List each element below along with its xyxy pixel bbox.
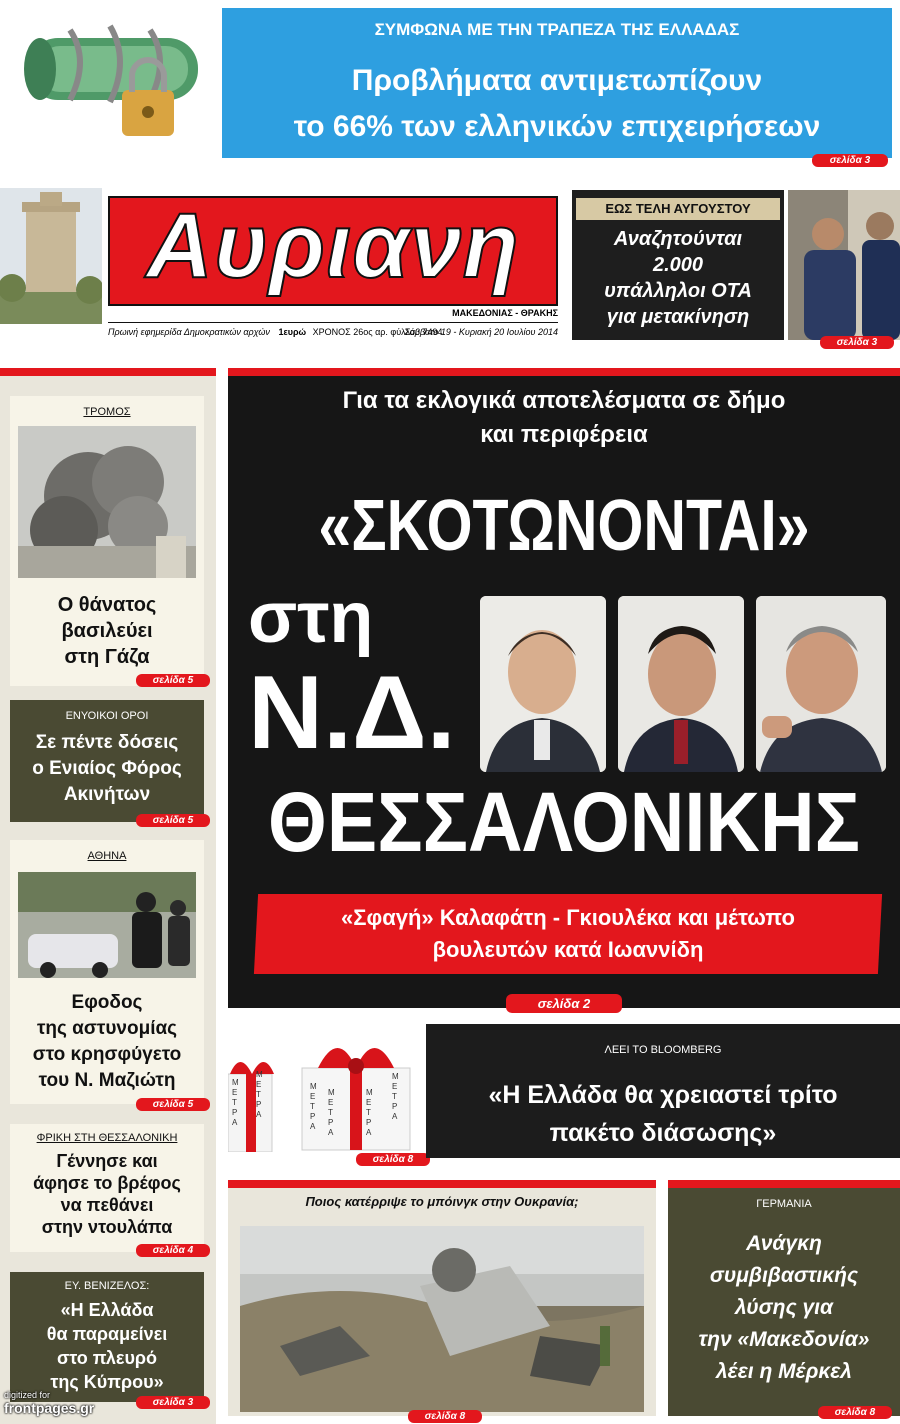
sidebar-kicker: ΕΝΥΟΙΚΟΙ ΟΡΟΙ [65, 710, 149, 722]
gift-page-badge[interactable]: σελίδα 8 [356, 1153, 430, 1166]
top-right-line4: για μετακίνηση [606, 306, 750, 328]
germany-headline: Ανάγκη συμβιβαστικής λύσης για την «Μακεδονία» λέει η Μέρκελ [698, 1232, 870, 1383]
germany-page-badge[interactable]: σελίδα 8 [818, 1406, 892, 1419]
watermark-line1: digitized for [4, 1390, 51, 1400]
sidebar-item-venizelos[interactable] [10, 1272, 204, 1402]
banner-kicker: ΣΥΜΦΩΝΑ ΜΕ ΤΗΝ ΤΡΑΠΕΖΑ ΤΗΣ ΕΛΛΑΔΑΣ [374, 20, 740, 39]
gift-label: ΜΕΤΡΑ [256, 1070, 263, 1119]
sidebar-kicker: ΤΡΟΜΟΣ [83, 406, 131, 418]
germany-story[interactable] [668, 1180, 900, 1416]
sidebar-headline: Εφοδος της αστυνομίας στο κρησφύγετο του Ν. Μαζιώτη [32, 992, 182, 1091]
gift-label: ΜΕΤΡΑ [366, 1088, 373, 1137]
gift-label: ΜΕΤΡΑ [232, 1078, 239, 1127]
top-right-line3: υπάλληλοι ΟΤΑ [604, 280, 752, 302]
bloomberg-story[interactable] [426, 1024, 900, 1158]
sidebar-page-badge[interactable]: σελίδα 3 [136, 1396, 210, 1409]
main-subhead-line2: και περιφέρεια [480, 421, 648, 448]
ukraine-caption: Ποιος κατέρριψε το μπόινγκ στην Ουκρανία; [305, 1194, 579, 1209]
top-right-kicker: ΕΩΣ ΤΕΛΗ ΑΥΓΟΥΣΤΟΥ [576, 198, 780, 220]
gift-label: ΜΕΤΡΑ [392, 1072, 399, 1121]
sidebar-item-police-raid[interactable] [10, 840, 204, 1104]
sidebar-kicker: ΦΡΙΚΗ ΣΤΗ ΘΕΣΣΑΛΟΝΙΚΗ [36, 1132, 178, 1144]
masthead [0, 188, 565, 342]
logo-text: Αυριανη [146, 195, 520, 297]
banner-headline-line2: το 66% των ελληνικών επιχειρήσεων [293, 110, 821, 143]
sidebar-headline: Σε πέντε δόσεις ο Ενιαίος Φόρος Ακινήτων [32, 732, 182, 805]
gaza-smoke-photo [18, 426, 196, 578]
main-headline-2: στη [248, 578, 374, 658]
top-right-headline [572, 226, 784, 330]
main-deck [254, 894, 882, 974]
watermark-line2: frontpages.gr [4, 1400, 95, 1416]
sidebar-item-gaza[interactable] [10, 396, 204, 686]
gift-label: ΜΕΤΡΑ [310, 1082, 317, 1131]
banner-text-panel [222, 8, 892, 158]
white-tower-photo [0, 188, 102, 324]
politician-portrait-1 [480, 596, 606, 772]
watermark [4, 1390, 104, 1416]
masthead-tagline: Πρωινή εφημερίδα Δημοκρατικών αρχών [108, 327, 270, 337]
banner-headline-line1: Προβλήματα αντιμετωπίζουν [351, 64, 763, 97]
top-right-line1: Αναζητούνται [613, 228, 743, 250]
bloomberg-headline [426, 1076, 900, 1152]
banner-image-money-lock [10, 8, 212, 158]
logo-box[interactable] [108, 196, 558, 306]
sidebar-page-badge[interactable]: σελίδα 4 [136, 1244, 210, 1257]
sidebar-item-property-tax[interactable] [10, 700, 204, 822]
gift-label: ΜΕΤΡΑ [328, 1088, 335, 1137]
germany-kicker: ΓΕΡΜΑΝΙΑ [756, 1198, 812, 1210]
sidebar-headline: Ο θάνατος βασιλεύει στη Γάζα [57, 594, 157, 668]
bloomberg-kicker: ΛΕΕΙ ΤΟ BLOOMBERG [604, 1044, 722, 1056]
ukraine-top-rule [228, 1180, 656, 1188]
sidebar [0, 368, 216, 1424]
masthead-issue: ΧΡΟΝΟΣ 26ος αρ. φύλλου 7494 [312, 327, 443, 337]
main-story[interactable] [228, 368, 900, 1008]
plane-crash-photo [240, 1226, 644, 1412]
police-raid-photo [18, 872, 196, 978]
main-top-rule [228, 368, 900, 376]
main-headline-1: «ΣΚΟΤΩΝΟΝΤΑΙ» [318, 486, 810, 566]
ukraine-story[interactable] [228, 1180, 656, 1416]
main-page-badge[interactable]: σελίδα 2 [506, 994, 622, 1013]
main-deck-line1: «Σφαγή» Καλαφάτη - Γκιουλέκα και μέτωπο [341, 905, 795, 930]
sidebar-page-badge[interactable]: σελίδα 5 [136, 1098, 210, 1111]
top-right-page-badge[interactable]: σελίδα 3 [820, 336, 894, 349]
main-subhead-line1: Για τα εκλογικά αποτελέσματα σε δήμο [342, 387, 786, 414]
germany-top-rule [668, 1180, 900, 1188]
sidebar-page-badge[interactable]: σελίδα 5 [136, 674, 210, 687]
masthead-info-bar [108, 322, 558, 340]
measures-gifts[interactable] [228, 1024, 420, 1158]
workers-photo [788, 190, 900, 340]
sidebar-headline: «Η Ελλάδα θα παραμείνει στο πλευρό της Κύπρου» [46, 1300, 168, 1392]
bloomberg-line2: πακέτο διάσωσης» [549, 1119, 777, 1147]
masthead-region: ΜΑΚΕΔΟΝΙΑΣ - ΘΡΑΚΗΣ [452, 308, 558, 318]
sidebar-kicker: ΕΥ. ΒΕΝΙΖΕΛΟΣ: [64, 1280, 150, 1292]
bloomberg-line1: «Η Ελλάδα θα χρειαστεί τρίτο [488, 1081, 838, 1109]
top-banner[interactable] [0, 0, 900, 166]
sidebar-headline: Γέννησε και άφησε το βρέφος να πεθάνει στην ντουλάπα [33, 1151, 181, 1237]
banner-page-badge[interactable]: σελίδα 3 [812, 154, 888, 167]
top-right-story[interactable] [572, 190, 900, 348]
top-right-panel [572, 190, 784, 340]
main-deck-text [256, 902, 880, 966]
sidebar-page-badge[interactable]: σελίδα 5 [136, 814, 210, 827]
masthead-price: 1ευρώ [278, 327, 307, 337]
politician-portrait-3 [756, 596, 886, 772]
ukraine-page-badge[interactable]: σελίδα 8 [408, 1410, 482, 1423]
main-headline-3: Ν.Δ. [248, 655, 456, 771]
top-right-line2: 2.000 [652, 254, 704, 276]
politician-portrait-2 [618, 596, 744, 772]
main-deck-line2: βουλευτών κατά Ιωαννίδη [432, 937, 704, 962]
sidebar-item-baby[interactable] [10, 1124, 204, 1252]
sidebar-kicker: ΑΘΗΝΑ [87, 850, 127, 862]
main-subhead [228, 384, 900, 452]
sidebar-top-rule [0, 368, 216, 376]
masthead-date: Σάββατο 19 - Κυριακή 20 Ιουλίου 2014 [404, 327, 558, 337]
main-headline-4: ΘΕΣΣΑΛΟΝΙΚΗΣ [268, 775, 860, 869]
